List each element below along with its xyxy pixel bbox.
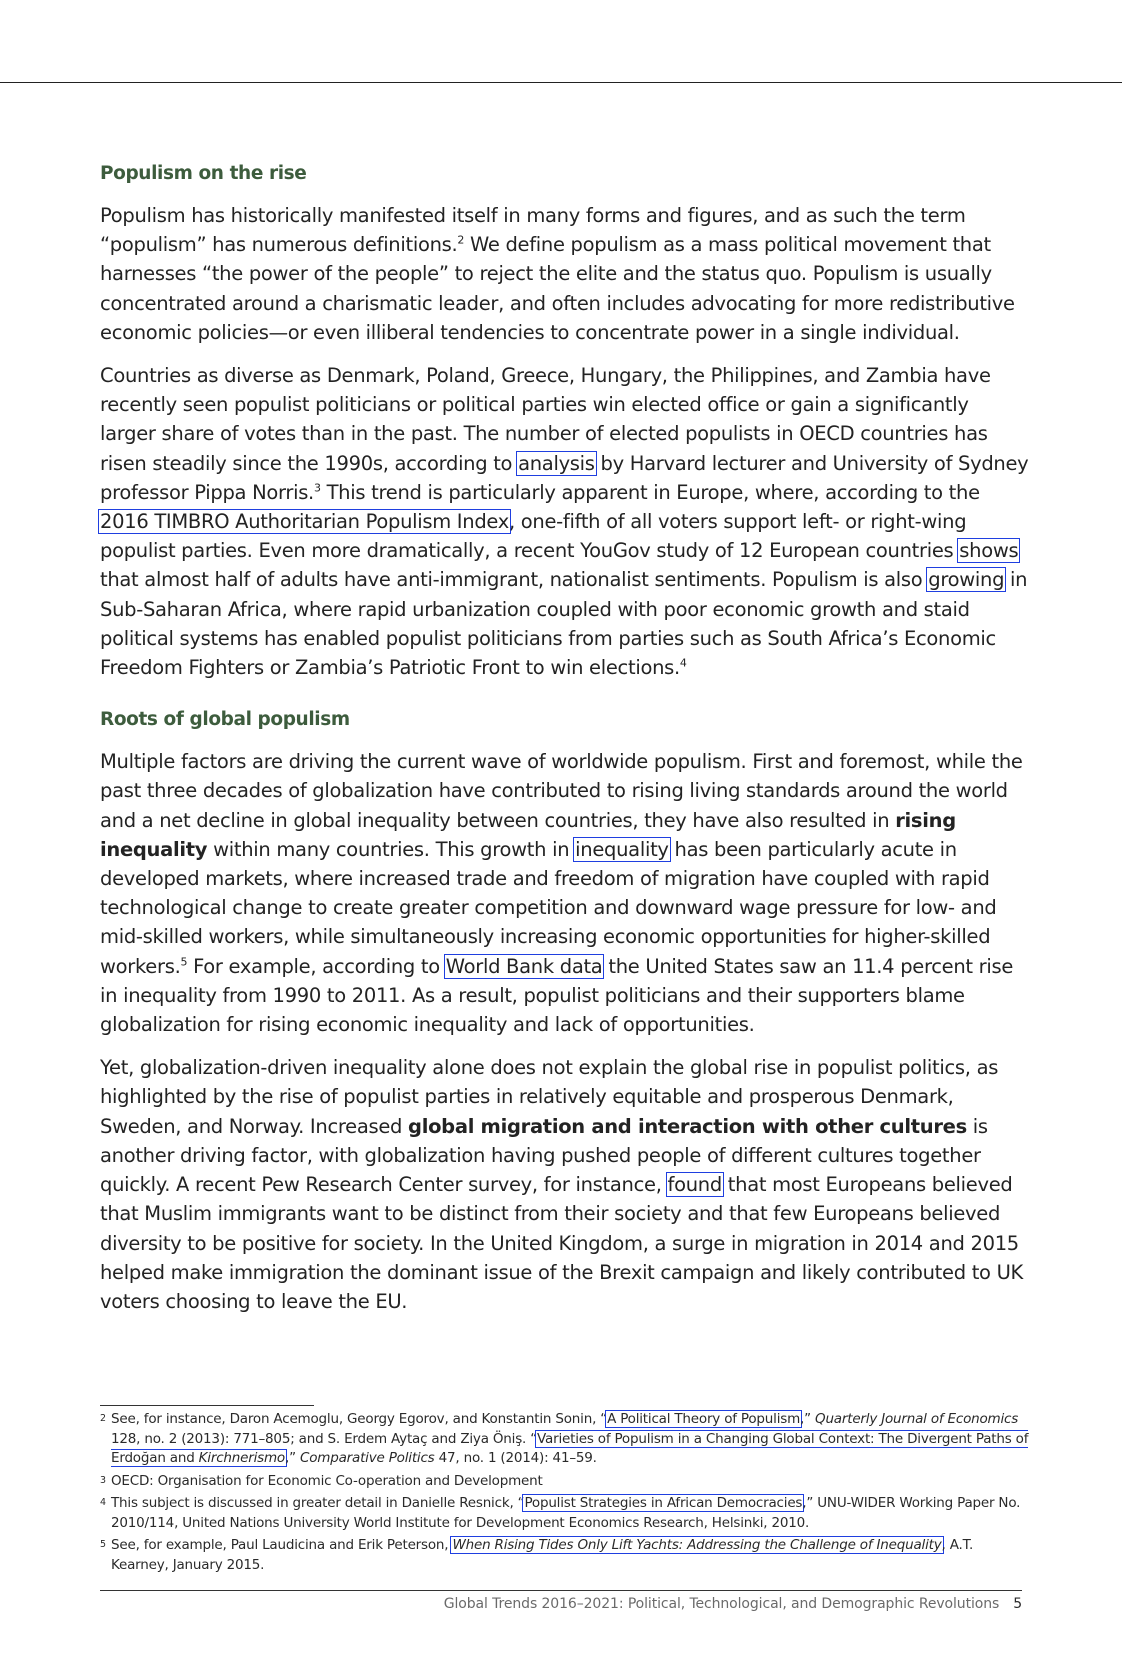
footnote-number: 5: [100, 1539, 106, 1550]
text-run: , A.T. Kearney, January 2015.: [111, 1537, 974, 1573]
header-rule: [0, 82, 1122, 83]
footnote-separator: [100, 1405, 314, 1406]
footnote-2: [100, 1410, 1030, 1469]
paragraph: [100, 747, 1030, 1039]
text-run: Countries as diverse as Denmark, Poland, Greece, Hungary, the Philippines, and Zambia have recently seen populist politicians or political parties win elected office or gain a significantly larger share of votes than in the past. The number of elected populists in OECD countries has risen steadily since the 1990s, according to: [100, 364, 991, 475]
inequality-link[interactable]: inequality: [575, 837, 669, 861]
text-run: 128, no. 2 (2013): 771–805; and S. Erdem Aytaç and Ziya Öniş. “: [111, 1430, 538, 1447]
found-link[interactable]: found: [667, 1173, 722, 1197]
footnote-ref[interactable]: 2: [457, 233, 465, 247]
text-run: by Harvard lecturer and University of Sydney professor Pippa Norris.: [100, 451, 1029, 504]
footnote-3: [100, 1472, 1030, 1492]
text-run: , one-fifth of all voters support left- or right-wing populist parties. Even more dramatically, a recent YouGov study of 12 European countries: [100, 510, 967, 563]
footnote-ref[interactable]: 3: [313, 481, 321, 495]
bold-phrase: global migration and interaction with other cultures: [408, 1114, 967, 1138]
rising-tides-link[interactable]: [450, 1536, 943, 1554]
footer-rule: [100, 1590, 1022, 1591]
text-run: that most Europeans believed that Muslim immigrants want to be distinct from their society and that few Europeans believed diversity to be positive for society. In the United Kingdom, a surge in migration in 2014 and 2015 helped make immigration the dominant issue of the Brexit campaign and likely contributed to UK voters choosing to leave the EU.: [100, 1173, 1024, 1313]
shows-link[interactable]: shows: [959, 539, 1019, 563]
main-content: [100, 160, 1030, 1316]
populist-strategies-link[interactable]: Populist Strategies in African Democracies: [524, 1495, 803, 1511]
text-run: in Sub-Saharan Africa, where rapid urbanization coupled with poor economic growth and staid political systems has enabled populist politicians from parties such as South Africa’s Economic Freedom Fighters or Zambia’s Patriotic Front to win elections.: [100, 568, 1028, 680]
analysis-link[interactable]: analysis: [518, 451, 595, 475]
footnote-5: [100, 1536, 1030, 1575]
text-run: ,” UNU-WIDER Working Paper No. 2010/114, United Nations University World Institute for Development Economics Research, Helsinki, 2010.: [111, 1495, 1021, 1531]
text-run: See, for example, Paul Laudicina and Erik Peterson,: [111, 1537, 453, 1553]
section-heading-roots-populism: Roots of global populism: [100, 709, 350, 731]
paragraph: [100, 361, 1030, 682]
footnotes: [100, 1410, 1030, 1578]
text-run: within many countries. This growth in: [207, 837, 576, 861]
footnote-ref[interactable]: 5: [180, 955, 188, 969]
footnote-4: [100, 1494, 1030, 1533]
text-run: Yet, globalization-driven inequality alone does not explain the global rise in populist politics, as highlighted by the rise of populist parties in relatively equitable and prosperous Denmark, Sweden, and Norway. Increased: [100, 1056, 999, 1138]
footnote-number: 3: [100, 1474, 106, 1486]
growing-link[interactable]: growing: [928, 568, 1005, 592]
text-run: that almost half of adults have anti-immigrant, nationalist sentiments. Populism is also: [100, 568, 929, 592]
world-bank-data-link[interactable]: World Bank data: [445, 954, 603, 978]
journal-title: Quarterly Journal of Economics: [815, 1411, 1019, 1427]
text-run: the United States saw an 11.4 percent rise in inequality from 1990 to 2011. As a result, populist politicians and their supporters blame globalization for rising economic inequality and lack of opportunities.: [100, 954, 1014, 1037]
paragraph: [100, 1053, 1030, 1316]
text-run: Populism has historically manifested itself in many forms and figures, and as such the term “populism” has numerous definitions.: [100, 204, 966, 257]
text-run: is another driving factor, with globalization having pushed people of different cultures together quickly. A recent Pew Research Center survey, for instance,: [100, 1114, 988, 1197]
link-text-italic: Kirchnerismo: [198, 1450, 285, 1466]
footer-title: Global Trends 2016–2021: Political, Technological, and Demographic Revolutions: [443, 1596, 1000, 1612]
page-footer: [444, 1596, 1022, 1612]
text-run: This subject is discussed in greater detail in Danielle Resnick, “: [111, 1495, 525, 1511]
footnote-ref[interactable]: 4: [679, 656, 687, 670]
text-run: We define populism as a mass political movement that harnesses “the power of the people” to reject the elite and the status quo. Populism is usually concentrated around a charismatic leader, and often includes advocating for more redistributive economic policies—or even illiberal tendencies to concentrate power in a single individual.: [100, 233, 1015, 344]
footnote-number: 2: [100, 1413, 106, 1424]
page-number: 5: [1013, 1596, 1022, 1612]
political-theory-link[interactable]: A Political Theory of Populism: [607, 1411, 801, 1427]
text-run: ,”: [285, 1450, 300, 1466]
text-run: See, for instance, Daron Acemoglu, Georgy Egorov, and Konstantin Sonin, “: [111, 1411, 608, 1427]
bold-phrase: rising inequality: [100, 808, 956, 861]
text-run: has been particularly acute in developed markets, where increased trade and freedom of migration have coupled with rapid technological change to create greater competition and downward wage pressure for low- and mid-skilled workers, while simultaneously increasing economic opportunities for higher-skilled workers.: [100, 837, 997, 978]
link-text-italic: When Rising Tides Only Lift Yachts: Addressing the Challenge of Inequality: [452, 1537, 942, 1553]
journal-title: Comparative Politics: [299, 1450, 435, 1466]
link-text: Varieties of Populism in a Changing Global Context: The Divergent Paths of Erdoğan and: [111, 1430, 1029, 1466]
text-run: OECD: Organisation for Economic Co-operation and Development: [111, 1472, 543, 1489]
text-run: This trend is particularly apparent in Europe, where, according to the: [320, 480, 980, 504]
footnote-number: 4: [100, 1497, 106, 1508]
timbro-index-link[interactable]: 2016 TIMBRO Authoritarian Populism Index: [100, 510, 509, 534]
text-run: Multiple factors are driving the current wave of worldwide populism. First and foremost, while the past three decades of globalization have contributed to rising living standards around the world and a net decline in global inequality between countries, they have also resulted in: [100, 750, 1023, 832]
paragraph: [100, 201, 1030, 347]
text-run: 47, no. 1 (2014): 41–59.: [434, 1450, 597, 1466]
section-heading-populism-rise: Populism on the rise: [100, 163, 307, 184]
text-run: For example, according to: [187, 954, 446, 978]
text-run: ,”: [800, 1411, 816, 1427]
